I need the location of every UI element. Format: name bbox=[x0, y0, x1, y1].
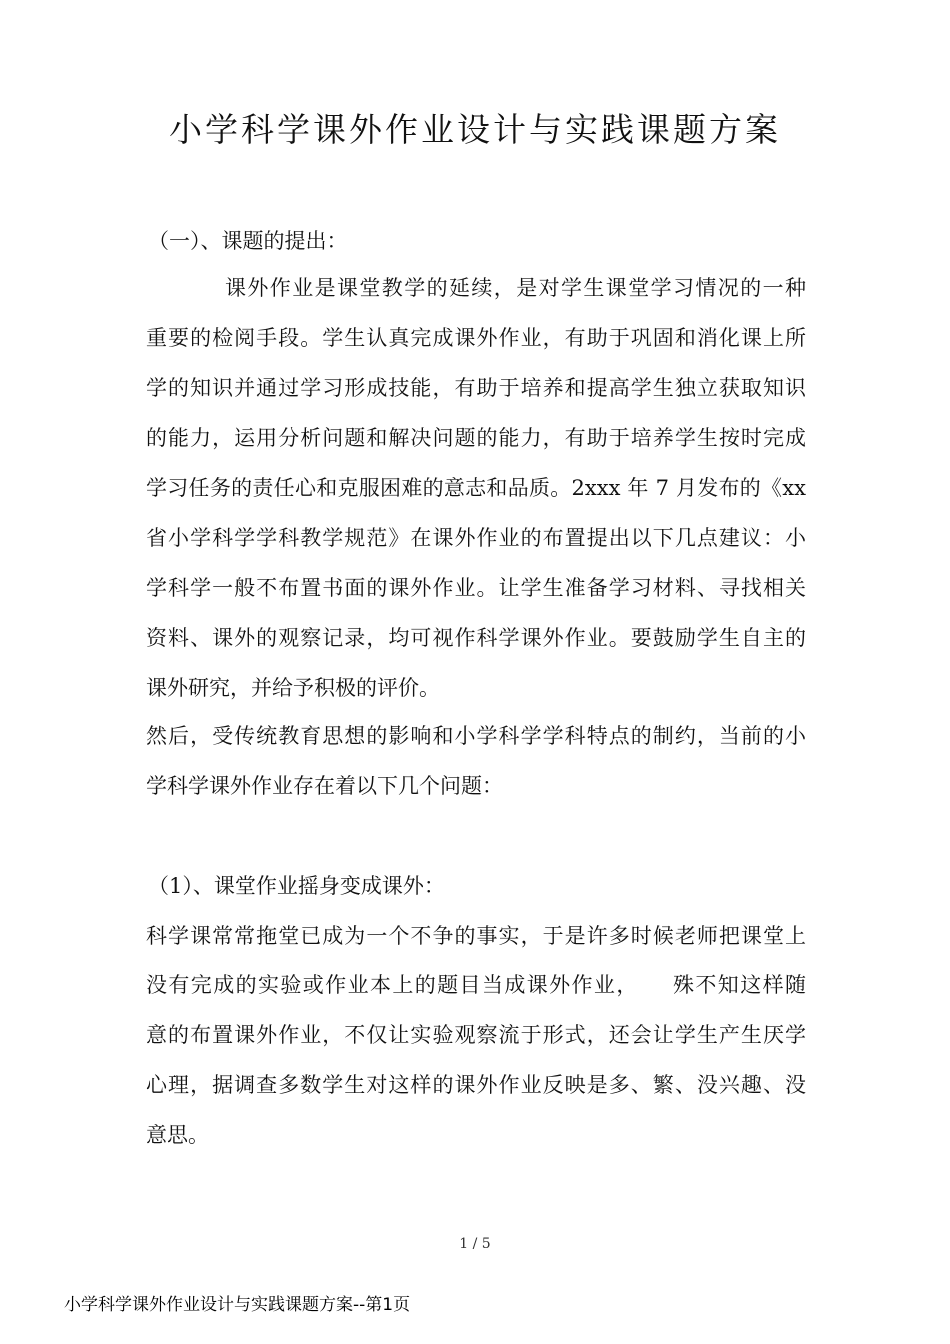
paragraph-line: 课外作业是课堂教学的延续，是对学生课堂学习情况的一种 bbox=[225, 276, 806, 300]
paragraph-line: 意的布置课外作业，不仅让实验观察流于形式，还会让学生产生厌学 bbox=[146, 1023, 806, 1047]
paragraph-line: 的能力，运用分析问题和解决问题的能力，有助于培养学生按时完成 bbox=[146, 426, 806, 450]
page-footer: 小学科学课外作业设计与实践课题方案--第1页 bbox=[64, 1295, 411, 1315]
paragraph-line: 学科学课外作业存在着以下几个问题： bbox=[146, 774, 503, 798]
paragraph-line: 重要的检阅手段。学生认真完成课外作业，有助于巩固和消化课上所 bbox=[146, 326, 806, 350]
section-heading-1: （一）、课题的提出： bbox=[148, 229, 348, 253]
section-heading-2: （1）、课堂作业摇身变成课外： bbox=[148, 874, 445, 898]
paragraph-line: 意思。 bbox=[146, 1123, 209, 1147]
paragraph-line: 学的知识并通过学习形成技能，有助于培养和提高学生独立获取知识 bbox=[146, 376, 806, 400]
paragraph-line: 科学课常常拖堂已成为一个不争的事实，于是许多时候老师把课堂上 bbox=[146, 924, 806, 948]
paragraph-line: 然后，受传统教育思想的影响和小学科学学科特点的制约，当前的小 bbox=[146, 724, 806, 748]
paragraph-line: 没有完成的实验或作业本上的题目当成课外作业， 殊不知这样随 bbox=[146, 973, 806, 997]
paragraph-line: 资料、课外的观察记录，均可视作科学课外作业。要鼓励学生自主的 bbox=[146, 626, 806, 650]
paragraph-line: 课外研究，并给予积极的评价。 bbox=[146, 676, 440, 700]
document-title: 小学科学课外作业设计与实践课题方案 bbox=[169, 110, 781, 149]
page-number: 1 / 5 bbox=[459, 1236, 491, 1252]
paragraph-line: 心理，据调查多数学生对这样的课外作业反映是多、繁、没兴趣、没 bbox=[146, 1073, 806, 1097]
paragraph-line: 学科学一般不布置书面的课外作业。让学生准备学习材料、寻找相关 bbox=[146, 576, 806, 600]
paragraph-line: 省小学科学学科教学规范》在课外作业的布置提出以下几点建议：小 bbox=[146, 526, 806, 550]
paragraph-line: 学习任务的责任心和克服困难的意志和品质。2xxx 年 7 月发布的《xx bbox=[146, 476, 806, 500]
